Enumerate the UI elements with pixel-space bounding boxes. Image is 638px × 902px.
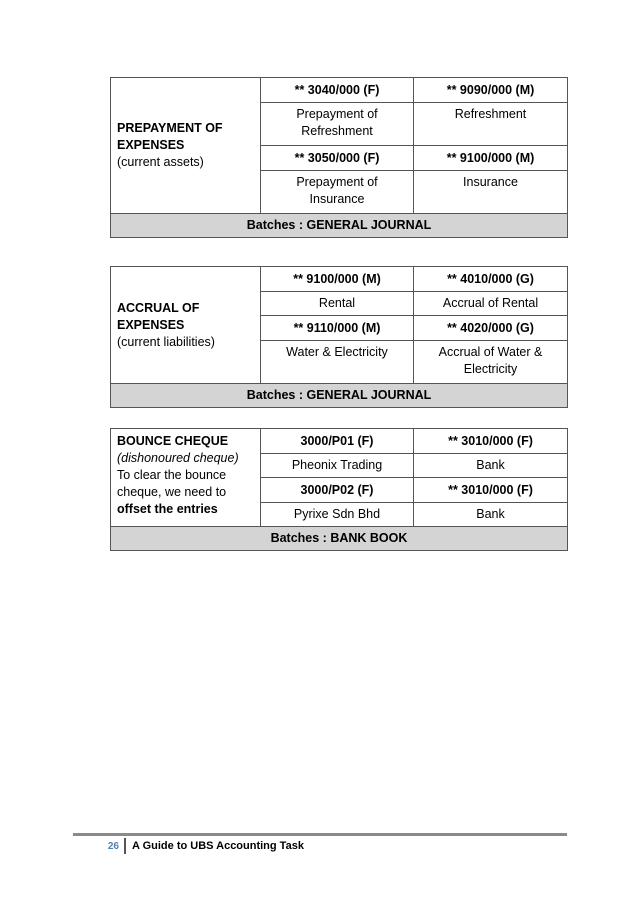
prepayment-title-line2: EXPENSES [117,138,185,152]
batch-label: Batches : GENERAL JOURNAL [111,384,568,408]
bounce-cheque-bold-tail: offset the entries [117,502,218,516]
description-line: Prepayment of [296,175,378,189]
page-number: 26 [107,840,119,852]
account-description [261,292,414,316]
description-line: Refreshment [301,124,373,138]
batch-label: Batches : BANK BOOK [111,527,568,551]
description-line: Refreshment [454,107,527,121]
account-description [261,454,414,478]
account-code: 3000/P02 (F) [261,478,414,503]
accrual-label-cell [111,267,261,384]
bounce-cheque-title: BOUNCE CHEQUE [117,434,229,448]
description-line: Insurance [463,175,518,189]
account-description [261,103,414,146]
batch-label: Batches : GENERAL JOURNAL [111,214,568,238]
description-line: Rental [318,296,356,310]
description-line: Pyrixe Sdn Bhd [293,507,381,521]
description-line: Accrual of Water & [438,345,543,359]
description-line: Accrual of Rental [442,296,539,310]
description-line: Insurance [309,192,365,206]
description-line: Bank [476,458,505,472]
description-line: Bank [476,507,505,521]
bounce-cheque-table [110,428,568,551]
bounce-cheque-note: (dishonoured cheque) [117,451,239,465]
description-line: Pheonix Trading [291,458,383,472]
prepayment-table [110,77,568,238]
page-footer [73,833,567,856]
account-description [261,171,414,214]
account-description [414,103,568,146]
bounce-cheque-body-line2: cheque, we need to [117,485,227,499]
account-code: ** 3050/000 (F) [261,146,414,171]
account-code: ** 9090/000 (M) [414,78,568,103]
account-description [414,341,568,384]
account-description [414,454,568,478]
account-code: ** 9100/000 (M) [261,267,414,292]
account-code: ** 4010/000 (G) [414,267,568,292]
account-description [414,503,568,527]
account-code: ** 4020/000 (G) [414,316,568,341]
accrual-title-line1: ACCRUAL OF [117,300,200,315]
accrual-subtitle: (current liabilities) [117,334,215,349]
account-code: ** 3010/000 (F) [414,478,568,503]
description-line: Water & Electricity [286,345,388,359]
account-code: 3000/P01 (F) [261,429,414,454]
accrual-table [110,266,568,408]
prepayment-subtitle: (current assets) [117,155,204,169]
bounce-cheque-label-cell [111,429,261,527]
description-line: Electricity [463,362,518,376]
description-line: Prepayment of [296,107,378,121]
prepayment-title-line1: PREPAYMENT OF [117,121,223,135]
footer-separator [124,838,126,854]
account-code: ** 9100/000 (M) [414,146,568,171]
account-description [414,292,568,316]
account-code: ** 3040/000 (F) [261,78,414,103]
footer-title: A Guide to UBS Accounting Task [132,840,304,852]
bounce-cheque-body-line1: To clear the bounce [117,468,227,482]
account-description [414,171,568,214]
account-description [261,341,414,384]
accrual-title-line2: EXPENSES [117,317,185,332]
account-code: ** 9110/000 (M) [261,316,414,341]
prepayment-label-cell [111,78,261,214]
account-description [261,503,414,527]
account-code: ** 3010/000 (F) [414,429,568,454]
